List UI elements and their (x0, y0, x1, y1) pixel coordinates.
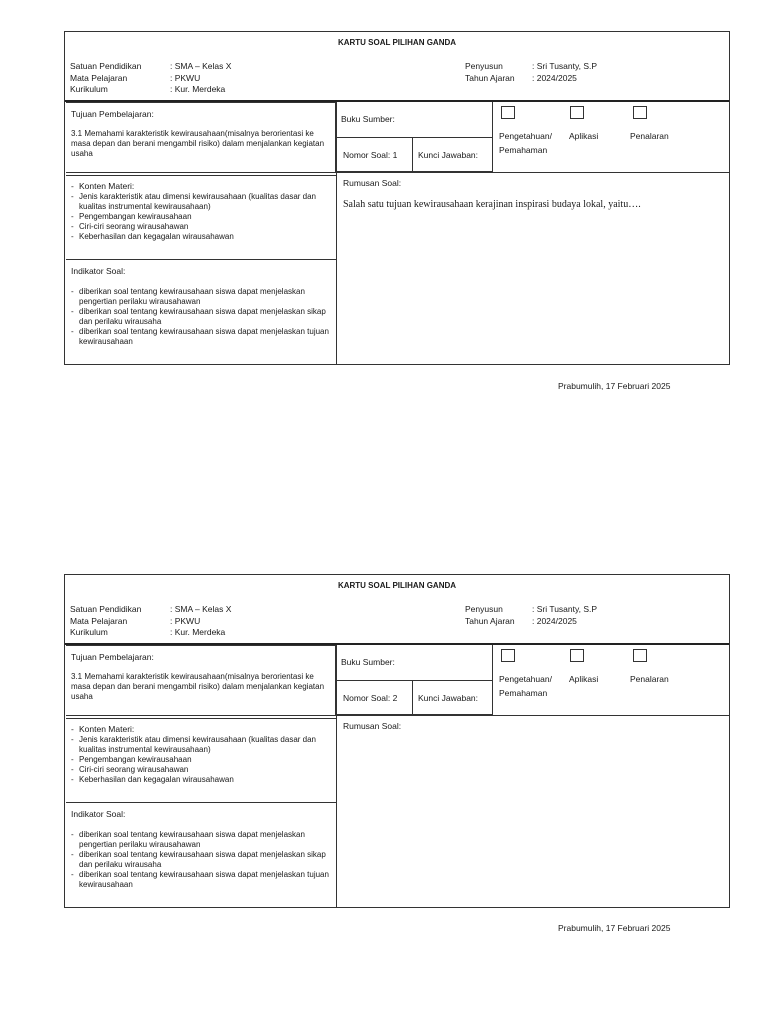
kunci-jawaban-cell (412, 680, 493, 715)
penalaran-label: Penalaran (630, 131, 669, 141)
pengetahuan-label-line1: Pengetahuan/ (499, 131, 552, 141)
kunci-jawaban-cell (412, 137, 493, 172)
info-right (465, 61, 597, 84)
cognitive-levels (492, 102, 729, 173)
pengetahuan-label-line1: Pengetahuan/ (499, 674, 552, 684)
info-left (70, 604, 231, 639)
konten-item: - Ciri-ciri seorang wirausahawan (71, 765, 333, 775)
info-label: Penyusun (465, 61, 503, 71)
aplikasi-label: Aplikasi (569, 131, 599, 141)
card-title: KARTU SOAL PILIHAN GANDA (337, 38, 457, 47)
indikator-label: Indikator Soal: (71, 809, 126, 819)
info-right (465, 604, 597, 627)
penalaran-label: Penalaran (630, 674, 669, 684)
place-date: Prabumulih, 17 Februari 2025 (558, 923, 671, 933)
card-header (65, 32, 729, 102)
tujuan-label: Tujuan Pembelajaran: (71, 109, 154, 119)
penalaran-checkbox[interactable] (633, 106, 647, 119)
konten-item: - Keberhasilan dan kegagalan wirausahawan (71, 232, 333, 242)
indikator-item: - diberikan soal tentang kewirausahaan siswa dapat menjelaskan sikap dan perilaku wirausaha (71, 307, 333, 327)
aplikasi-label: Aplikasi (569, 674, 599, 684)
info-value: : 2024/2025 (532, 615, 577, 626)
indikator-label: Indikator Soal: (71, 266, 126, 276)
pengetahuan-label (499, 672, 552, 700)
konten-item: - Keberhasilan dan kegagalan wirausahawan (71, 775, 333, 785)
card-title: KARTU SOAL PILIHAN GANDA (337, 581, 457, 590)
konten-item: - Ciri-ciri seorang wirausahawan (71, 222, 333, 232)
indikator-section (66, 802, 337, 907)
indikator-list (71, 830, 333, 890)
buku-sumber-label: Buku Sumber: (341, 657, 395, 667)
info-value: : PKWU (170, 615, 201, 626)
question-text: Salah satu tujuan kewirausahaan kerajinan inspirasi budaya lokal, yaitu…. (343, 199, 641, 210)
konten-list (71, 180, 333, 242)
kunci-jawaban-label: Kunci Jawaban: (418, 693, 479, 703)
indikator-item: - diberikan soal tentang kewirausahaan siswa dapat menjelaskan tujuan kewirausahaan (71, 870, 333, 890)
pengetahuan-checkbox[interactable] (501, 106, 515, 119)
card-header (65, 575, 729, 645)
indikator-item: - diberikan soal tentang kewirausahaan siswa dapat menjelaskan pengertian perilaku wirausahawan (71, 287, 333, 307)
buku-sumber-cell (336, 645, 493, 681)
tujuan-section (66, 645, 337, 716)
nomor-soal-cell (336, 137, 413, 172)
konten-title: - Konten Materi: (71, 723, 333, 735)
konten-item: - Jenis karakteristik atau dimensi kewirausahaan (kualitas dasar dan kualitas instrumental kewirausahaan) (71, 192, 333, 212)
nomor-soal-label: Nomor Soal: 2 (343, 693, 398, 703)
buku-sumber-cell (336, 102, 493, 138)
pengetahuan-label-line2: Pemahaman (499, 688, 548, 698)
penalaran-checkbox[interactable] (633, 649, 647, 662)
rumusan-label: Rumusan Soal: (343, 178, 402, 188)
aplikasi-checkbox[interactable] (570, 649, 584, 662)
info-label: Tahun Ajaran (465, 72, 515, 83)
indikator-item: - diberikan soal tentang kewirausahaan siswa dapat menjelaskan tujuan kewirausahaan (71, 327, 333, 347)
info-label: Kurikulum (70, 84, 108, 94)
tujuan-text: 3.1 Memahami karakteristik kewirausahaan(misalnya berorientasi ke masa depan dan berani mengambil risiko) dalam menjalankan kegiatan usaha (71, 129, 325, 158)
kunci-jawaban-label: Kunci Jawaban: (418, 150, 479, 160)
pengetahuan-label-line2: Pemahaman (499, 145, 548, 155)
nomor-soal-cell (336, 680, 413, 715)
tujuan-label: Tujuan Pembelajaran: (71, 652, 154, 662)
konten-materi-section (66, 718, 337, 803)
buku-sumber-label: Buku Sumber: (341, 114, 395, 124)
pengetahuan-label (499, 129, 552, 157)
indikator-item: - diberikan soal tentang kewirausahaan siswa dapat menjelaskan pengertian perilaku wirausahawan (71, 830, 333, 850)
indikator-item: - diberikan soal tentang kewirausahaan siswa dapat menjelaskan sikap dan perilaku wirausaha (71, 850, 333, 870)
tujuan-section (66, 102, 337, 173)
rumusan-soal-section (336, 172, 729, 365)
info-value: : Kur. Merdeka (170, 627, 226, 637)
info-label: Mata Pelajaran (70, 615, 128, 626)
info-label: Satuan Pendidikan (70, 61, 142, 71)
konten-materi-section (66, 175, 337, 260)
info-left (70, 61, 231, 96)
indikator-section (66, 259, 337, 364)
question-card-1 (64, 31, 730, 365)
konten-title: - Konten Materi: (71, 180, 333, 192)
rumusan-soal-section (336, 715, 729, 908)
info-label: Tahun Ajaran (465, 615, 515, 626)
place-date: Prabumulih, 17 Februari 2025 (558, 381, 671, 391)
pengetahuan-checkbox[interactable] (501, 649, 515, 662)
cognitive-levels (492, 645, 729, 716)
info-value: : 2024/2025 (532, 72, 577, 83)
info-value: : SMA – Kelas X (170, 604, 232, 614)
info-value: : Sri Tusanty, S.P (532, 61, 598, 71)
rumusan-label: Rumusan Soal: (343, 721, 402, 731)
konten-list (71, 723, 333, 785)
info-label: Kurikulum (70, 627, 108, 637)
konten-item: - Pengembangan kewirausahaan (71, 212, 333, 222)
aplikasi-checkbox[interactable] (570, 106, 584, 119)
info-label: Satuan Pendidikan (70, 604, 142, 614)
info-value: : PKWU (170, 72, 201, 83)
question-card-2 (64, 574, 730, 908)
info-value: : SMA – Kelas X (170, 61, 232, 71)
info-label: Penyusun (465, 604, 503, 614)
info-value: : Sri Tusanty, S.P (532, 604, 598, 614)
nomor-soal-label: Nomor Soal: 1 (343, 150, 398, 160)
indikator-list (71, 287, 333, 347)
info-value: : Kur. Merdeka (170, 84, 226, 94)
info-label: Mata Pelajaran (70, 72, 128, 83)
tujuan-text: 3.1 Memahami karakteristik kewirausahaan(misalnya berorientasi ke masa depan dan berani mengambil risiko) dalam menjalankan kegiatan usaha (71, 672, 325, 701)
konten-item: - Pengembangan kewirausahaan (71, 755, 333, 765)
konten-item: - Jenis karakteristik atau dimensi kewirausahaan (kualitas dasar dan kualitas instrumental kewirausahaan) (71, 735, 333, 755)
